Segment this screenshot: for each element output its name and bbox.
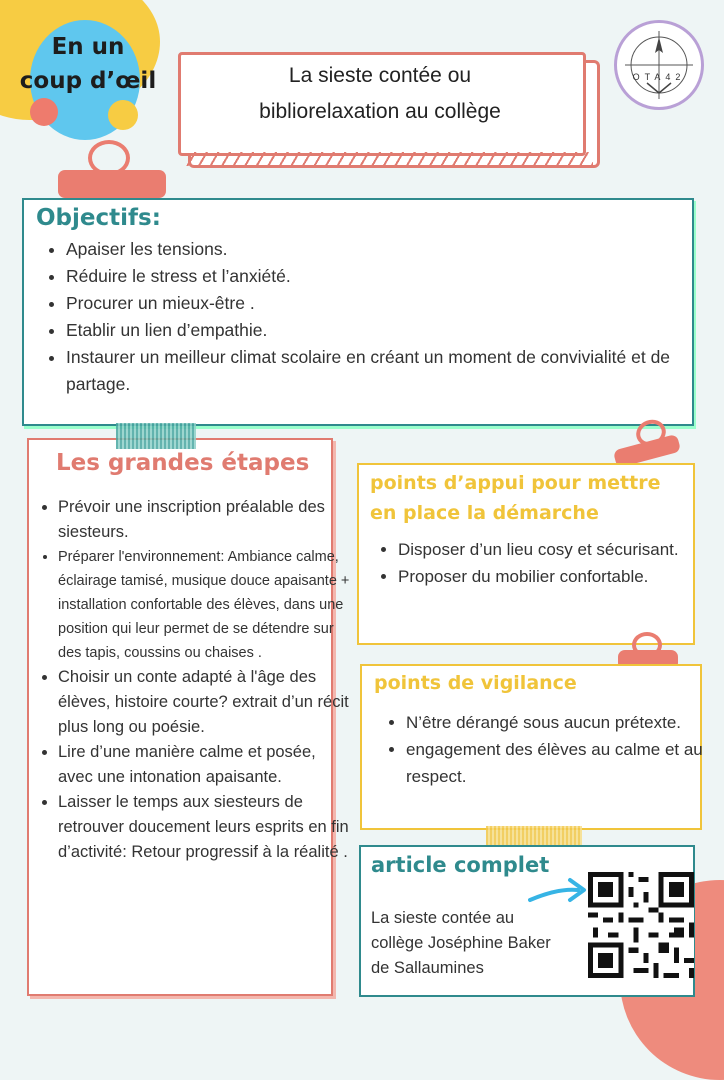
list-item: • Procurer un mieux-être . [66, 290, 686, 317]
list-item: • Réduire le stress et l’anxiété. [66, 263, 686, 290]
decor-dot-pink [30, 98, 58, 126]
support-points-list [376, 536, 698, 590]
article-description: La sieste contée au collège Joséphine Baker de Sallaumines [371, 909, 551, 977]
badge [18, 30, 158, 98]
vigilance-list [384, 709, 706, 790]
qr-code-icon [588, 872, 694, 978]
title-line-2: bibliorelaxation au collège [259, 100, 501, 123]
clip-icon-base [58, 170, 166, 198]
list-item: • Apaiser les tensions. [66, 236, 686, 263]
steps-heading: Les grandes étapes [56, 450, 310, 476]
list-item: • Choisir un conte adapté à l'âge des élèves, histoire courte? extrait d’un récit plus long ou poésie. [58, 665, 354, 740]
list-item: • Préparer l'environnement: Ambiance calme, éclairage tamisé, musique douce apaisante + installation confortable des élèves, dans une position qui leur permet de se détendre sur des tapis, coussins ou chaises . [58, 545, 354, 665]
arrow-right-icon [528, 874, 588, 908]
list-item: • Proposer du mobilier confortable. [398, 563, 698, 590]
list-item: • Etablir un lien d’empathie. [66, 317, 686, 344]
badge-line-1: En un [51, 34, 125, 60]
list-item: • Lire d’une manière calme et posée, avec une intonation apaisante. [58, 740, 354, 790]
title-line-1: La sieste contée ou [288, 64, 472, 87]
badge-line-2: coup d’œil [19, 68, 157, 94]
list-item: • Instaurer un meilleur climat scolaire en créant un moment de convivialité et de partage. [66, 344, 686, 398]
support-points-heading: points d’appui pour mettre en place la démarche [370, 472, 661, 524]
list-item: • Disposer d’un lieu cosy et sécurisant. [398, 536, 698, 563]
compass-icon [617, 23, 701, 107]
logo [614, 20, 704, 110]
article-heading: article complet [371, 853, 550, 877]
vigilance-heading: points de vigilance [374, 672, 577, 694]
list-item: • engagement des élèves au calme et au respect. [406, 736, 706, 790]
objectives-list [44, 236, 686, 398]
objectives-heading: Objectifs: [36, 205, 161, 231]
steps-list [36, 495, 354, 865]
decor-dot-yellow [108, 100, 138, 130]
logo-text: OTA42 [632, 72, 686, 82]
list-item: • Prévoir une inscription préalable des siesteurs. [58, 495, 354, 545]
list-item: • Laisser le temps aux siesteurs de retrouver doucement leurs esprits en fin d’activité: Retour progressif à la réalité . [58, 790, 354, 865]
title-box-hatch [185, 152, 593, 166]
page-title [190, 58, 570, 130]
qr-code[interactable] [588, 872, 694, 978]
list-item: • N’être dérangé sous aucun prétexte. [406, 709, 706, 736]
tape-decoration [116, 423, 196, 449]
